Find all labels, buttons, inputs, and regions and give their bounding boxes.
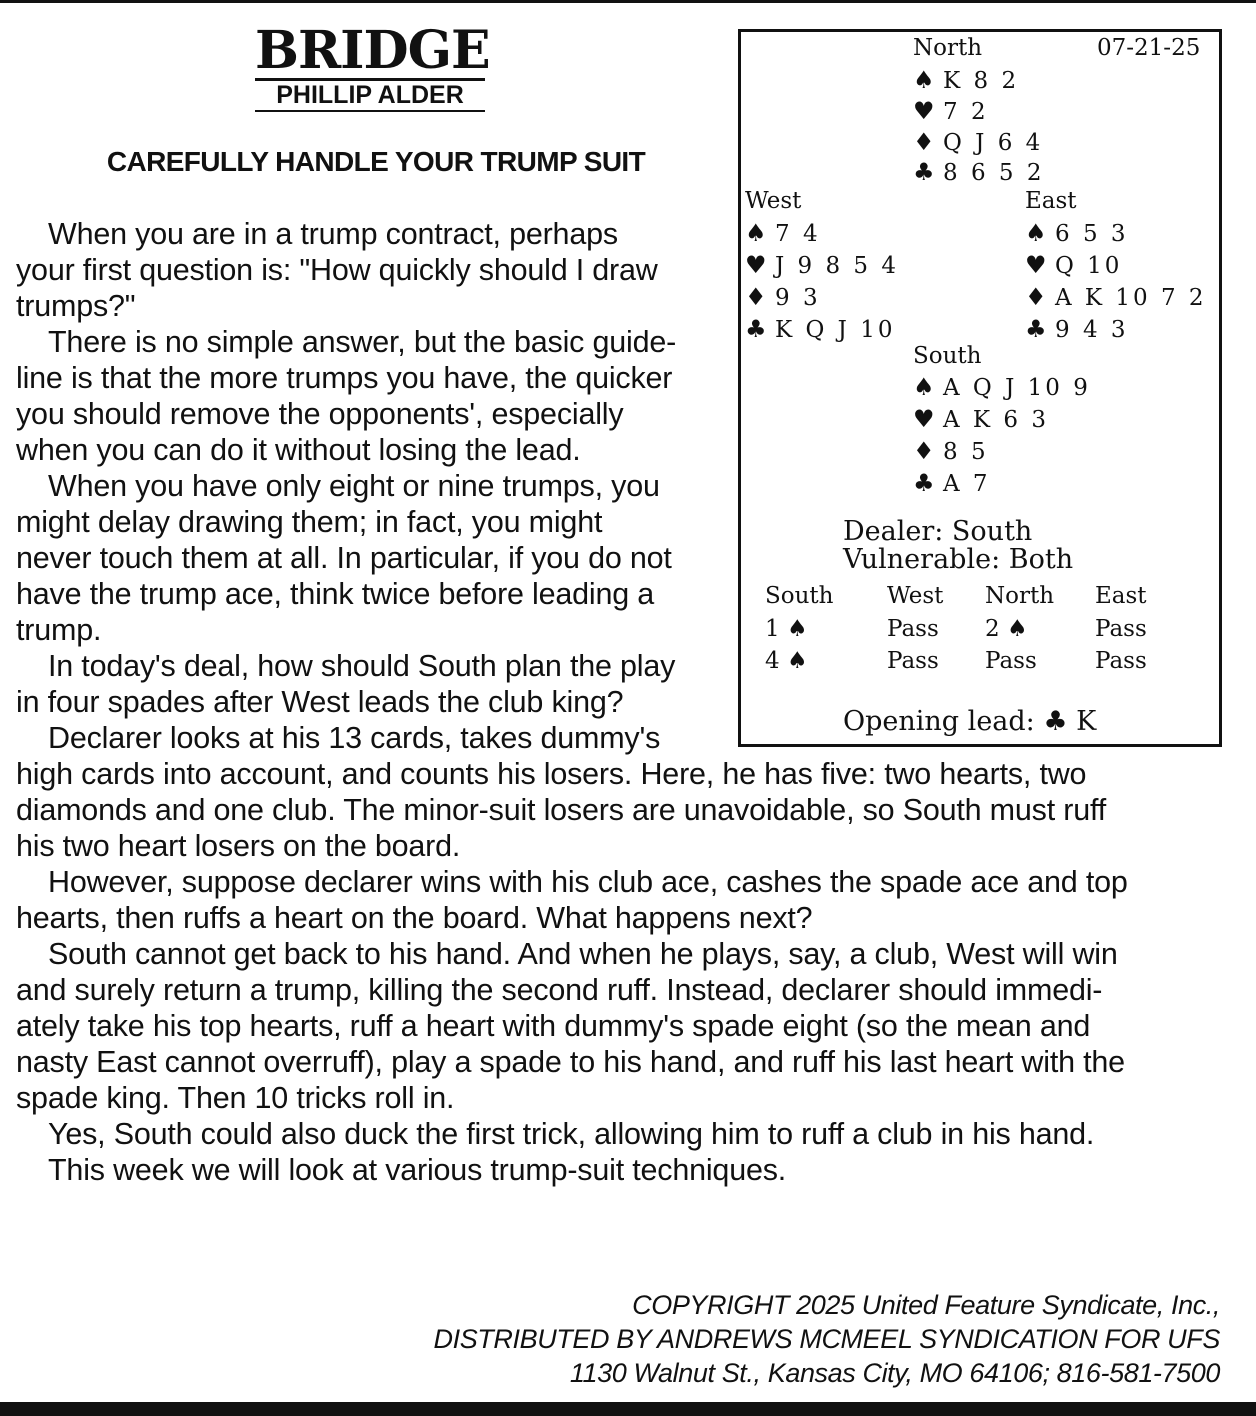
heart-icon: ♥: [745, 251, 770, 279]
south-hearts: ♥ A K 6 3: [913, 405, 1049, 433]
spade-icon: ♠: [913, 373, 938, 401]
club-icon: ♣: [745, 315, 770, 343]
auction-bid: Pass: [887, 616, 939, 642]
club-icon: ♣: [913, 469, 938, 497]
deal-diagram: [738, 29, 1222, 747]
body-line: have the trump ace, think twice before leading a: [16, 577, 655, 611]
auction-bid: Pass: [985, 648, 1037, 674]
heart-icon: ♥: [1025, 251, 1050, 279]
body-line: his two heart losers on the board.: [16, 829, 461, 863]
headline: CAREFULLY HANDLE YOUR TRUMP SUIT: [106, 146, 646, 177]
body-line: This week we will look at various trump-suit techniques.: [48, 1153, 787, 1187]
west-label: West: [745, 188, 802, 214]
body-line: There is no simple answer, but the basic guide-: [48, 325, 677, 359]
body-line: might delay drawing them; in fact, you might: [16, 505, 603, 539]
body-line: you should remove the opponents', especially: [16, 397, 624, 431]
body-line: line is that the more trumps you have, the quicker: [16, 361, 673, 395]
deal-date: 07-21-25: [1097, 35, 1201, 61]
body-line: nasty East cannot overruff), play a spade to his hand, and ruff his last heart with the: [16, 1045, 1125, 1079]
body-line: However, suppose declarer wins with his club ace, cashes the spade ace and top: [48, 865, 1128, 899]
spade-icon: ♠: [913, 66, 938, 94]
auction-header-north: North: [985, 583, 1055, 609]
body-line: Yes, South could also duck the first trick, allowing him to ruff a club in his hand.: [48, 1117, 1095, 1151]
diamond-icon: ♦: [745, 283, 770, 311]
body-line: and surely return a trump, killing the second ruff. Instead, declarer should immedi-: [16, 973, 1103, 1007]
body-line: When you are in a trump contract, perhaps: [48, 217, 618, 251]
north-hearts: ♥ 7 2: [913, 97, 989, 125]
diamond-icon: ♦: [913, 128, 938, 156]
east-spades: ♠ 6 5 3: [1025, 219, 1129, 247]
body-line: When you have only eight or nine trumps, you: [48, 469, 660, 503]
opening-lead: Opening lead: ♣ K: [843, 706, 1097, 737]
east-diamonds: ♦ A K 10 7 2: [1025, 283, 1207, 311]
copyright-line: COPYRIGHT 2025 United Feature Syndicate, Inc.,: [632, 1290, 1220, 1320]
west-hearts: ♥ J 9 8 5 4: [745, 251, 899, 279]
body-line: diamonds and one club. The minor-suit losers are unavoidable, so South must ruff: [16, 793, 1106, 827]
body-line: spade king. Then 10 tricks roll in.: [16, 1081, 455, 1115]
diamond-icon: ♦: [1025, 283, 1050, 311]
bottom-rule: [0, 1402, 1256, 1416]
club-icon: ♣: [913, 158, 938, 186]
south-spades: ♠ A Q J 10 9: [913, 373, 1091, 401]
body-line: high cards into account, and counts his losers. Here, he has five: two hearts, two: [16, 757, 1087, 791]
north-clubs: ♣ 8 6 5 2: [913, 158, 1045, 186]
address-line: 1130 Walnut St., Kansas City, MO 64106; 816-581-7500: [569, 1358, 1220, 1388]
west-spades: ♠ 7 4: [745, 219, 821, 247]
heart-icon: ♥: [913, 405, 938, 433]
body-line: South cannot get back to his hand. And when he plays, say, a club, West will win: [48, 937, 1118, 971]
east-clubs: ♣ 9 4 3: [1025, 315, 1129, 343]
south-label: South: [913, 343, 982, 369]
body-line: hearts, then ruffs a heart on the board. What happens next?: [16, 901, 813, 935]
body-line: trump.: [16, 613, 102, 647]
south-clubs: ♣ A 7: [913, 469, 991, 497]
body-line: never touch them at all. In particular, if you do not: [16, 541, 672, 575]
distribution-line: DISTRIBUTED BY ANDREWS MCMEEL SYNDICATION FOR UFS: [433, 1324, 1220, 1354]
club-icon: ♣: [1025, 315, 1050, 343]
copyright-notice: [320, 1288, 1220, 1390]
body-line: trumps?": [16, 289, 136, 323]
top-rule: [0, 0, 1256, 3]
body-line: in four spades after West leads the club king?: [16, 685, 624, 719]
body-line: ately take his top hearts, ruff a heart with dummy's spade eight (so the mean and: [16, 1009, 1091, 1043]
west-diamonds: ♦ 9 3: [745, 283, 821, 311]
auction-bid: Pass: [887, 648, 939, 674]
diamond-icon: ♦: [913, 437, 938, 465]
heart-icon: ♥: [913, 97, 938, 125]
dealer: Dealer: South: [843, 516, 1033, 547]
byline: PHILLIP ALDER: [255, 81, 485, 112]
body-line: when you can do it without losing the lead.: [16, 433, 581, 467]
auction-bid: 1 ♠: [765, 616, 808, 642]
south-diamonds: ♦ 8 5: [913, 437, 989, 465]
spade-icon: ♠: [745, 219, 770, 247]
auction-bid: Pass: [1095, 648, 1147, 674]
west-clubs: ♣ K Q J 10: [745, 315, 896, 343]
east-hearts: ♥ Q 10: [1025, 251, 1123, 279]
east-label: East: [1025, 188, 1077, 214]
auction-header-west: West: [887, 583, 944, 609]
auction-bid: 4 ♠: [765, 648, 808, 674]
auction-header-east: East: [1095, 583, 1147, 609]
auction-header-south: South: [765, 583, 834, 609]
auction-bid: 2 ♠: [985, 616, 1028, 642]
auction-bid: Pass: [1095, 616, 1147, 642]
north-diamonds: ♦ Q J 6 4: [913, 128, 1044, 156]
body-line: In today's deal, how should South plan the play: [48, 649, 676, 683]
north-label: North: [913, 35, 983, 61]
north-spades: ♠ K 8 2: [913, 66, 1020, 94]
spade-icon: ♠: [1025, 219, 1050, 247]
body-line: your first question is: "How quickly should I draw: [16, 253, 658, 287]
column-title: BRIDGE: [255, 20, 490, 81]
masthead: [255, 20, 490, 112]
vulnerability: Vulnerable: Both: [843, 544, 1074, 575]
body-line: Declarer looks at his 13 cards, takes dummy's: [48, 721, 661, 755]
